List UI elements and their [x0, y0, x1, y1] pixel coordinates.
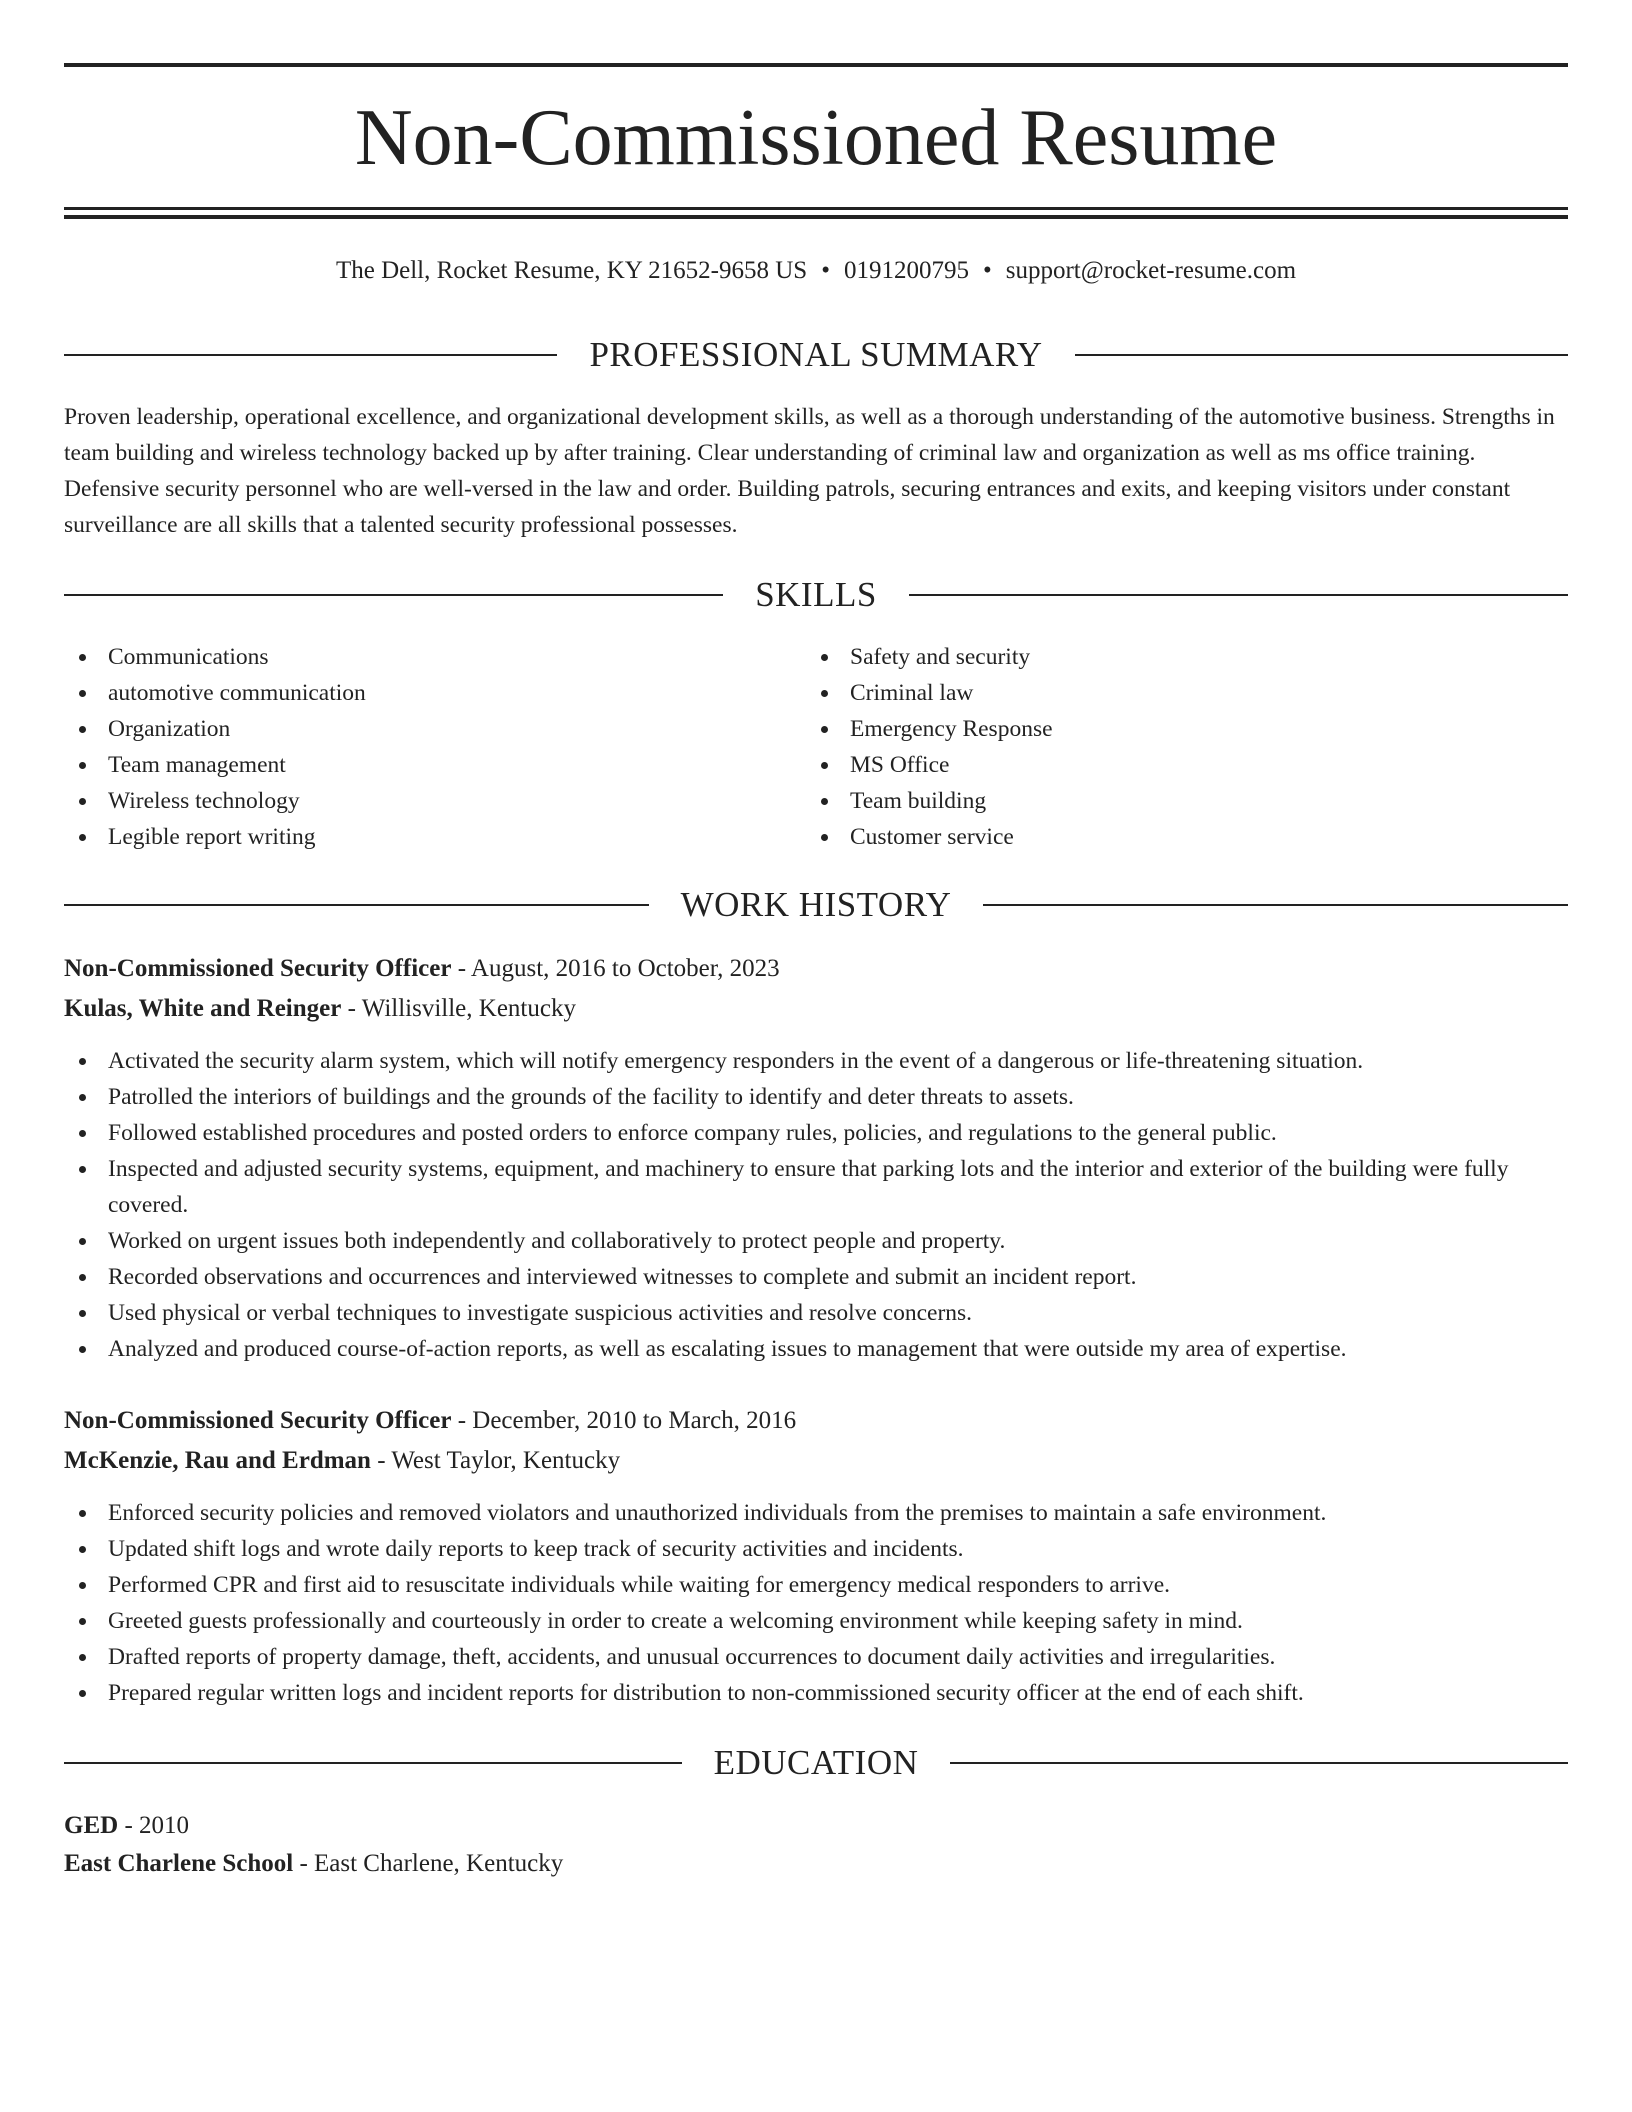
education-school: East Charlene School [64, 1850, 294, 1877]
duty-item: Analyzed and produced course-of-action reports, as well as escalating issues to management that were outside my area of expertise. [64, 1331, 1568, 1367]
duty-item: Recorded observations and occurrences and interviewed witnesses to complete and submit an incident report. [64, 1259, 1568, 1295]
education-degree: GED [64, 1812, 119, 1839]
job-title-line [64, 1403, 1568, 1439]
job-duties-list [64, 1495, 1568, 1711]
job-company-line [64, 991, 1568, 1027]
duty-item: Drafted reports of property damage, theft, accidents, and unusual occurrences to document daily activities and irregularities. [64, 1639, 1568, 1675]
contact-line [64, 254, 1568, 288]
skills-heading [64, 573, 1568, 617]
heading-rule [1075, 354, 1568, 356]
education-year: 2010 [139, 1812, 190, 1839]
education-heading [64, 1741, 1568, 1785]
job-duties [64, 1495, 1568, 1711]
duty-item: Prepared regular written logs and incident reports for distribution to non-commissioned security officer at the end of each shift. [64, 1675, 1568, 1711]
skills-column-left [64, 639, 764, 855]
skills-list-right [806, 639, 1506, 855]
contact-separator: • [821, 257, 830, 284]
job-dates: August, 2016 to October, 2023 [470, 955, 780, 982]
job-title: Non-Commissioned Security Officer [64, 1407, 452, 1434]
work-heading-label: WORK HISTORY [680, 885, 952, 924]
heading-rule [64, 354, 557, 356]
duty-item: Updated shift logs and wrote daily reports to keep track of security activities and incidents. [64, 1531, 1568, 1567]
job-company: Kulas, White and Reinger [64, 995, 342, 1022]
duty-item: Performed CPR and first aid to resuscitate individuals while waiting for emergency medical responders to arrive. [64, 1567, 1568, 1603]
heading-rule [909, 594, 1568, 596]
dash: - [118, 1812, 140, 1839]
contact-separator: • [982, 257, 992, 284]
job-company-line [64, 1443, 1568, 1479]
duty-item: Inspected and adjusted security systems, equipment, and machinery to ensure that parking lots and the interior and exterior of the building were fully covered. [64, 1151, 1568, 1223]
heading-rule [64, 594, 723, 596]
job-title-line [64, 951, 1568, 987]
heading-rule [64, 904, 649, 906]
job-dates: December, 2010 to March, 2016 [472, 1407, 797, 1434]
heading-rule [64, 1762, 682, 1764]
job-location: West Taylor, Kentucky [391, 1447, 621, 1474]
work-heading [64, 883, 1568, 927]
dash: - [451, 955, 471, 982]
dash: - [370, 1447, 392, 1474]
dash: - [341, 995, 362, 1022]
skills-column-right [806, 639, 1506, 855]
contact-address: The Dell, Rocket Resume, KY 21652-9658 US [335, 257, 808, 284]
skill-item: Team management [64, 747, 764, 783]
contact-email: support@rocket-resume.com [1005, 257, 1297, 284]
skill-item: Legible report writing [64, 819, 764, 855]
education-school-line [64, 1846, 1568, 1882]
top-rule [64, 63, 1568, 67]
skill-item: Customer service [806, 819, 1506, 855]
skill-item: Criminal law [806, 675, 1506, 711]
job-duties-list [64, 1043, 1568, 1367]
summary-heading [64, 333, 1568, 377]
education-heading-label: EDUCATION [713, 1743, 919, 1782]
duty-item: Greeted guests professionally and courteously in order to create a welcoming environment while keeping safety in mind. [64, 1603, 1568, 1639]
title-rule-lower [64, 215, 1568, 219]
skills-list-left [64, 639, 764, 855]
skill-item: Safety and security [806, 639, 1506, 675]
skill-item: automotive communication [64, 675, 764, 711]
job-title: Non-Commissioned Security Officer [64, 955, 452, 982]
skill-item: Wireless technology [64, 783, 764, 819]
dash: - [451, 1407, 473, 1434]
skill-item: Emergency Response [806, 711, 1506, 747]
job-location: Willisville, Kentucky [361, 995, 576, 1022]
duty-item: Activated the security alarm system, which will notify emergency responders in the event of a dangerous or life-threatening situation. [64, 1043, 1568, 1079]
duty-item: Enforced security policies and removed violators and unauthorized individuals from the premises to maintain a safe environment. [64, 1495, 1568, 1531]
dash: - [293, 1850, 315, 1877]
job-duties [64, 1043, 1568, 1367]
resume-title: Non-Commissioned Resume [354, 94, 1278, 182]
heading-rule [983, 904, 1568, 906]
education-location: East Charlene, Kentucky [314, 1850, 564, 1877]
summary-text: Proven leadership, operational excellence, and organizational development skills, as well as a thorough understanding of the automotive business. Strengths in team building and wireless technology backed up by after training. Clear understanding of criminal law and organization as well as ms office training. Defensive security personnel who are well-versed in the law and order. Building patrols, securing entrances and exits, and keeping visitors under constant surveillance are all skills that a talented security professional possesses. [64, 404, 1555, 538]
contact-phone: 0191200795 [843, 257, 969, 284]
skill-item: Team building [806, 783, 1506, 819]
skill-item: MS Office [806, 747, 1506, 783]
job-company: McKenzie, Rau and Erdman [64, 1447, 371, 1474]
title-rule-upper [64, 207, 1568, 210]
education-degree-line [64, 1808, 1568, 1844]
duty-item: Patrolled the interiors of buildings and the grounds of the facility to identify and deter threats to assets. [64, 1079, 1568, 1115]
duty-item: Followed established procedures and posted orders to enforce company rules, policies, and regulations to the general public. [64, 1115, 1568, 1151]
skills-heading-label: SKILLS [755, 575, 877, 614]
skill-item: Organization [64, 711, 764, 747]
skill-item: Communications [64, 639, 764, 675]
duty-item: Used physical or verbal techniques to investigate suspicious activities and resolve concerns. [64, 1295, 1568, 1331]
summary-heading-label: PROFESSIONAL SUMMARY [589, 335, 1043, 374]
duty-item: Worked on urgent issues both independently and collaboratively to protect people and property. [64, 1223, 1568, 1259]
heading-rule [950, 1762, 1568, 1764]
